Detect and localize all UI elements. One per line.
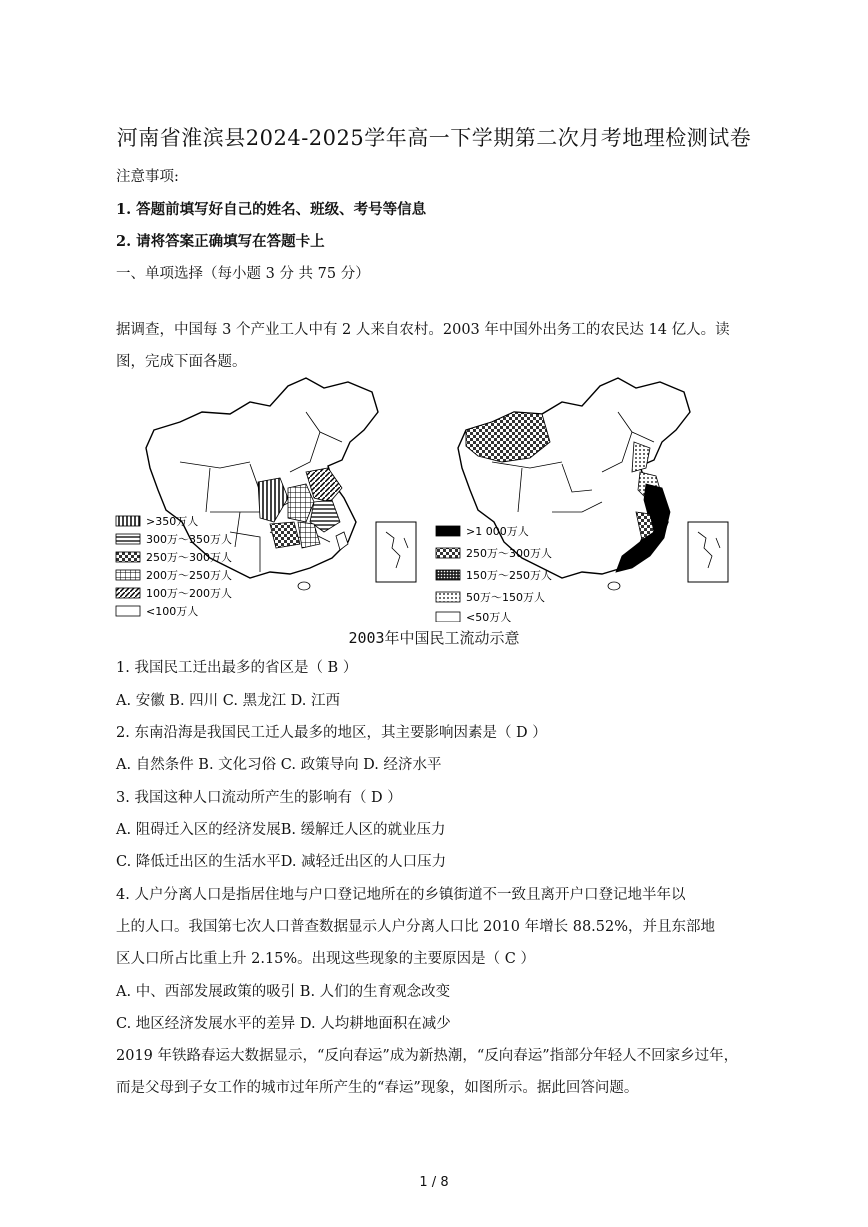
right-legend-label: 150万～250万人 bbox=[466, 569, 552, 582]
intro-line-1: 据调查，中国每 3 个产业工人中有 2 人来自农村。2003 年中国外出务工的农民达 14 亿人。读 bbox=[116, 322, 730, 338]
left-legend-label: <100万人 bbox=[146, 605, 199, 618]
notice-item-2: 2. 请将答案正确填写在答题卡上 bbox=[116, 233, 325, 250]
question-1-options: A. 安徽 B. 四川 C. 黑龙江 D. 江西 bbox=[116, 693, 341, 709]
question-4-option-row: A. 中、西部发展政策的吸引 B. 人们的生育观念改变 bbox=[116, 984, 451, 1000]
question-4-option-row: C. 地区经济发展水平的差异 D. 人均耕地面积在减少 bbox=[116, 1016, 451, 1032]
question-2: 2. 东南沿海是我国民工迁人最多的地区，其主要影响因素是（ D ） bbox=[116, 725, 547, 741]
question-3-option-row: A. 阻碍迁入区的经济发展B. 缓解迁人区的就业压力 bbox=[116, 822, 446, 838]
outro-line-2: 而是父母到子女工作的城市过年所产生的“春运”现象，如图所示。据此回答问题。 bbox=[116, 1080, 639, 1096]
question-3: 3. 我国这种人口流动所产生的影响有（ D ） bbox=[116, 790, 402, 806]
intro-line-2: 图，完成下面各题。 bbox=[116, 354, 247, 370]
right-legend-label: 250万～300万人 bbox=[466, 547, 552, 560]
question-4-line: 区人口所占比重上升 2.15%。出现这些现象的主要原因是（ C ） bbox=[116, 951, 535, 967]
right-legend-label: 50万～150万人 bbox=[466, 591, 545, 604]
left-legend-label: >350万人 bbox=[146, 515, 199, 528]
left-legend-label: 200万～250万人 bbox=[146, 569, 232, 582]
left-legend-label: 250万～300万人 bbox=[146, 551, 232, 564]
question-4-line: 4. 人户分离人口是指居住地与户口登记地所在的乡镇街道不一致且离开户口登记地半年以 bbox=[116, 887, 686, 903]
notice-heading: 注意事项: bbox=[116, 169, 179, 185]
question-2-options: A. 自然条件 B. 文化习俗 C. 政策导向 D. 经济水平 bbox=[116, 757, 442, 773]
question-1: 1. 我国民工迁出最多的省区是（ B ） bbox=[116, 660, 358, 676]
maps-svg bbox=[110, 372, 750, 622]
section-heading: 一、单项选择（每小题 3 分 共 75 分） bbox=[116, 266, 370, 282]
left-map bbox=[116, 378, 416, 618]
page-number: 1 / 8 bbox=[419, 1175, 449, 1190]
outro-line-1: 2019 年铁路春运大数据显示，“反向春运”成为新热潮，“反向春运”指部分年轻人不回家乡过年， bbox=[116, 1048, 739, 1064]
right-legend-label: >1 000万人 bbox=[466, 525, 529, 538]
question-4-line: 上的人口。我国第七次人口普查数据显示人户分离人口比 2010 年增长 88.52%，并且东部地 bbox=[116, 919, 716, 935]
right-legend-label: <50万人 bbox=[466, 611, 512, 622]
figure-caption: 2003年中国民工流动示意 bbox=[348, 629, 520, 647]
question-3-option-row: C. 降低迁出区的生活水平D. 减轻迁出区的人口压力 bbox=[116, 854, 447, 870]
right-map bbox=[436, 378, 728, 622]
left-legend-label: 100万～200万人 bbox=[146, 587, 232, 600]
migration-maps-figure bbox=[110, 372, 750, 622]
notice-item-1: 1. 答题前填写好自己的姓名、班级、考号等信息 bbox=[116, 201, 427, 218]
document-title: 河南省淮滨县2024-2025学年高一下学期第二次月考地理检测试卷 bbox=[116, 126, 752, 150]
left-legend-label: 300万～350万人 bbox=[146, 533, 232, 546]
